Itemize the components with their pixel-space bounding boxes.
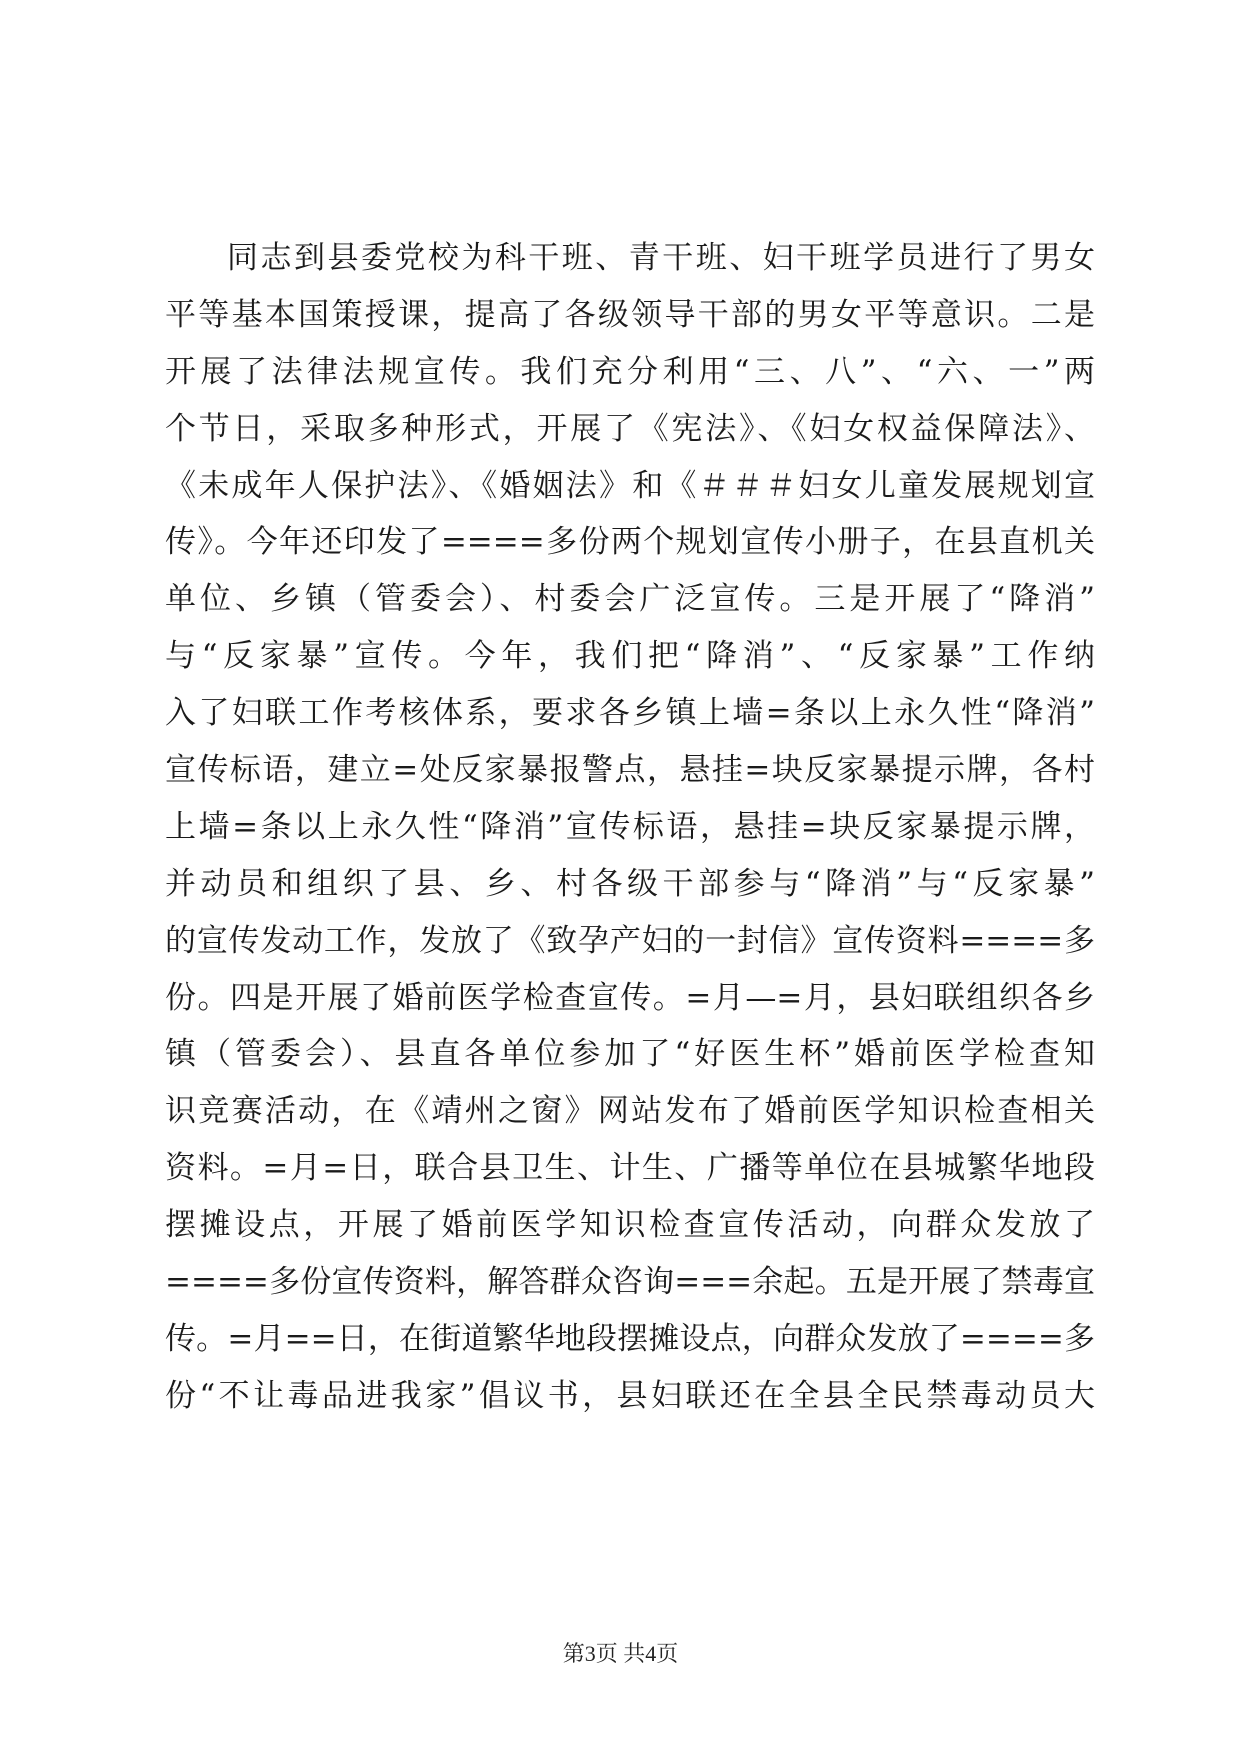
page-number-footer: 第3页 共4页 xyxy=(562,1641,679,1666)
text-line: 开展了法律法规宣传。我们充分利用“三、八”、“六、一”两 xyxy=(165,353,1095,390)
text-line: 镇（管委会）、县直各单位参加了“好医生杯”婚前医学检查知 xyxy=(165,1036,1095,1073)
text-line: 同志到县委党校为科干班、青干班、妇干班学员进行了男女 xyxy=(227,240,1095,276)
text-line: 单位、乡镇（管委会）、村委会广泛宣传。三是开展了“降消” xyxy=(165,581,1095,618)
text-line: 并动员和组织了县、乡、村各级干部参与“降消”与“反家暴” xyxy=(165,865,1095,902)
text-line: 入了妇联工作考核体系，要求各乡镇上墙=条以上永久性“降消” xyxy=(165,695,1095,732)
body-paragraph xyxy=(165,230,1095,1425)
text-line: 份。四是开展了婚前医学检查宣传。=月—=月，县妇联组织各乡 xyxy=(165,979,1095,1016)
text-line: 《未成年人保护法》、《婚姻法》和《＃＃＃妇女儿童发展规划宣 xyxy=(165,467,1095,504)
text-line: 传》。今年还印发了====多份两个规划宣传小册子，在县直机关 xyxy=(165,524,1095,561)
text-line: 个节日，采取多种形式，开展了《宪法》、《妇女权益保障法》、 xyxy=(165,410,1095,447)
text-line: 宣传标语，建立=处反家暴报警点，悬挂=块反家暴提示牌，各村 xyxy=(165,752,1095,789)
text-line: 摆摊设点，开展了婚前医学知识检查宣传活动，向群众发放了 xyxy=(165,1207,1095,1244)
text-line: 识竞赛活动，在《靖州之窗》网站发布了婚前医学知识检查相关 xyxy=(165,1093,1095,1130)
text-line: 与“反家暴”宣传。今年，我们把“降消”、“反家暴”工作纳 xyxy=(165,638,1095,675)
text-line: 传。=月==日，在街道繁华地段摆摊设点，向群众发放了====多 xyxy=(165,1320,1095,1357)
text-line: 平等基本国策授课，提高了各级领导干部的男女平等意识。二是 xyxy=(165,296,1095,333)
text-line: 份“不让毒品进我家”倡议书，县妇联还在全县全民禁毒动员大 xyxy=(165,1377,1095,1414)
text-line: 资料。=月=日，联合县卫生、计生、广播等单位在县城繁华地段 xyxy=(165,1150,1095,1187)
text-line: 上墙=条以上永久性“降消”宣传标语，悬挂=块反家暴提示牌， xyxy=(165,808,1095,845)
text-line: ====多份宣传资料，解答群众咨询===余起。五是开展了禁毒宣 xyxy=(165,1264,1095,1301)
text-line: 的宣传发动工作，发放了《致孕产妇的一封信》宣传资料====多 xyxy=(165,922,1095,959)
